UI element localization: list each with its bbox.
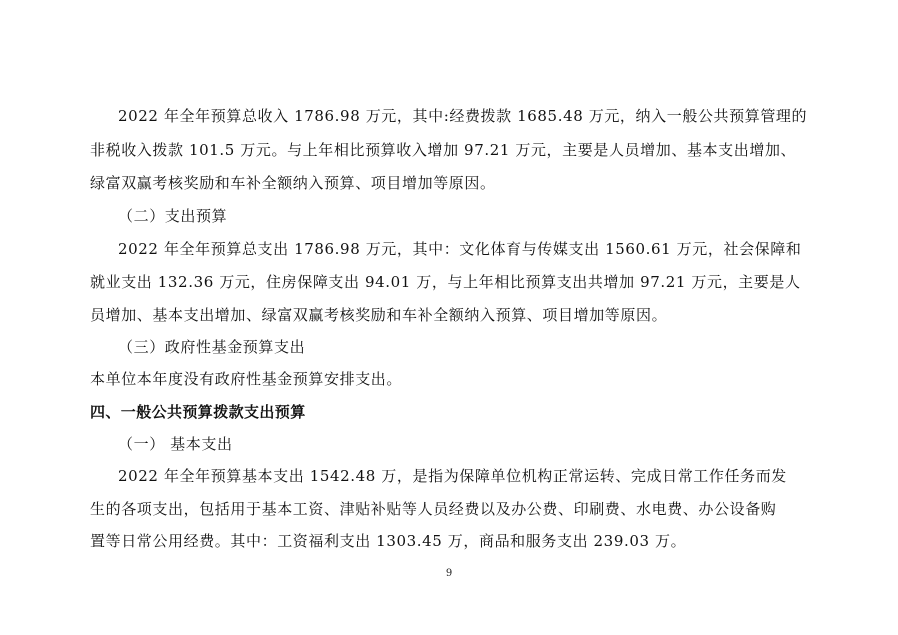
paragraph-government-fund: 本单位本年度没有政府性基金预算安排支出。 xyxy=(90,370,403,388)
paragraph-expenditure-line-1: 2022 年全年预算总支出 1786.98 万元，其中：文化体育与传媒支出 1560.61 万元，社会保障和 xyxy=(118,240,802,258)
paragraph-income-line-2: 非税收入拨款 101.5 万元。与上年相比预算收入增加 97.21 万元，主要是人员增加、基本支出增加、 xyxy=(90,141,797,159)
page-number: 9 xyxy=(445,568,453,579)
paragraph-income-line-3: 绿富双赢考核奖励和车补全额纳入预算、项目增加等原因。 xyxy=(90,174,496,192)
paragraph-basic-expenditure-line-3: 置等日常公用经费。其中：工资福利支出 1303.45 万，商品和服务支出 239.03 万。 xyxy=(90,532,687,550)
chapter-heading-general-public-budget: 四、一般公共预算拨款支出预算 xyxy=(90,403,306,421)
paragraph-income-line-1: 2022 年全年预算总收入 1786.98 万元，其中:经费拨款 1685.48 万元，纳入一般公共预算管理的 xyxy=(118,107,808,125)
paragraph-expenditure-line-2: 就业支出 132.36 万元，住房保障支出 94.01 万，与上年相比预算支出共增加 97.21 万元，主要是人 xyxy=(90,273,801,291)
paragraph-basic-expenditure-line-2: 生的各项支出，包括用于基本工资、津贴补贴等人员经费以及办公费、印刷费、水电费、办公设备购 xyxy=(90,500,777,518)
paragraph-expenditure-line-3: 员增加、基本支出增加、绿富双赢考核奖励和车补全额纳入预算、项目增加等原因。 xyxy=(90,306,668,324)
section-heading-government-fund: （三）政府性基金预算支出 xyxy=(118,338,306,356)
paragraph-basic-expenditure-line-1: 2022 年全年预算基本支出 1542.48 万，是指为保障单位机构正常运转、完成日常工作任务而发 xyxy=(118,467,787,485)
section-heading-expenditure-budget: （二）支出预算 xyxy=(118,207,228,225)
section-heading-basic-expenditure: （一） 基本支出 xyxy=(118,435,233,453)
